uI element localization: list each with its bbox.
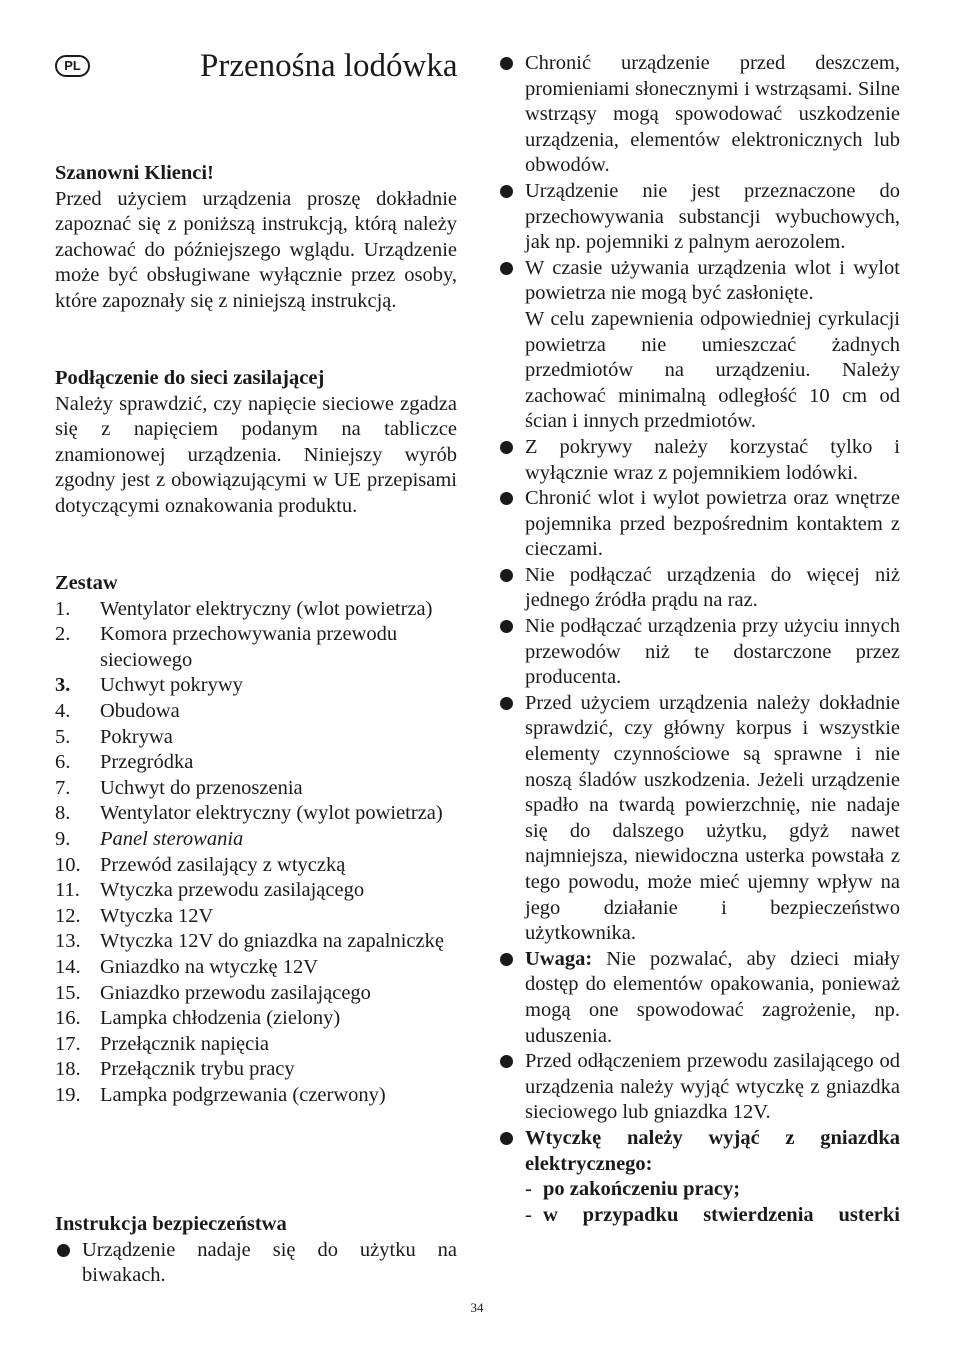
item-number: 11. <box>55 879 80 902</box>
item-number: 6. <box>55 751 71 774</box>
list-item <box>498 435 900 486</box>
list-item <box>55 929 457 955</box>
item-number: 15. <box>55 981 81 1004</box>
list-item <box>55 622 457 673</box>
bullet-icon <box>500 1055 513 1068</box>
power-text: Należy sprawdzić, czy napięcie sieciowe zgadza się z napięciem podanym na tabliczce znamionowej urządzenia. Niniejszy wyrób zgodny jest z obowiązującymi w UE przepisami dotyczącymi oznakowania produktu. <box>55 392 457 517</box>
item-number: 13. <box>55 930 81 953</box>
page-number: 34 <box>470 1300 484 1315</box>
unplug-item-text: w przypadku stwierdzenia usterki <box>543 1203 900 1226</box>
safety-heading: Instrukcja bezpieczeństwa <box>55 1213 287 1235</box>
parts-list <box>55 597 457 1109</box>
intro-heading: Szanowni Klienci! <box>55 162 214 184</box>
item-text: Wtyczka przewodu zasilającego <box>100 879 365 902</box>
item-text: Uchwyt pokrywy <box>100 674 243 697</box>
intro-text: Przed użyciem urządzenia proszę dokładnie zapoznać się z poniższą instrukcją, którą należy zachować do późniejszego wglądu. Urządzenie może być obsługiwane wyłącznie przez osoby, które zapoznały się z niniejszą instrukcją. <box>55 187 457 312</box>
dash: - <box>525 1178 532 1201</box>
list-item <box>55 1006 457 1032</box>
list-item <box>55 776 457 802</box>
item-text: Wtyczka 12V do gniazdka na zapalniczkę <box>100 930 444 953</box>
item-text: Pokrywa <box>100 725 173 748</box>
unplug-item-text: po zakończeniu pracy; <box>543 1178 741 1201</box>
list-item <box>498 256 900 435</box>
bullet-icon <box>500 492 513 505</box>
item-text: Lampka chłodzenia (zielony) <box>100 1007 341 1030</box>
item-number: 16. <box>55 1007 81 1030</box>
item-number: 18. <box>55 1058 81 1081</box>
warning-label: Uwaga: <box>525 947 593 970</box>
list-item <box>55 725 457 751</box>
item-number: 14. <box>55 955 81 978</box>
bullet-text: Nie podłączać urządzenia przy użyciu innych przewodów niż te dostarczone przez producenta. <box>525 615 900 689</box>
list-item <box>55 699 457 725</box>
item-number: 12. <box>55 904 81 927</box>
list-item <box>55 878 457 904</box>
bullet-icon <box>500 441 513 454</box>
list-item <box>55 981 457 1007</box>
item-number: 9. <box>55 827 71 850</box>
item-number: 10. <box>55 853 81 876</box>
bullet-text: Urządzenie nie jest przeznaczone do przechowywania substancji wybuchowych, jak np. pojemniki z palnym aerozolem. <box>525 179 900 254</box>
power-heading: Podłączenie do sieci zasilającej <box>55 367 325 389</box>
item-text: Uchwyt do przenoszenia <box>100 776 303 799</box>
list-item <box>498 179 900 256</box>
item-text: Gniazdko na wtyczkę 12V <box>100 955 319 978</box>
intro-section <box>55 161 457 315</box>
bullet-text: Z pokrywy należy korzystać tylko i wyłącznie wraz z pojemnikiem lodówki. <box>525 435 900 484</box>
bullet-icon <box>500 57 513 70</box>
bullet-text-continued: W celu zapewnienia odpowiedniej cyrkulacji powietrza nie umieszczać żadnych przedmiotów na urządzeniu. Należy zachować minimalną odległość 10 cm od ścian i innych przedmiotów. <box>525 307 900 433</box>
bullet-icon <box>500 185 513 198</box>
bullet-icon <box>500 953 513 966</box>
bullet-text: Chronić wlot i wylot powietrza oraz wnętrze pojemnika przed bezpośrednim kontaktem z cieczami. <box>525 487 900 561</box>
safety-list <box>498 51 900 1228</box>
item-text: Gniazdko przewodu zasilającego <box>100 981 371 1004</box>
list-item <box>498 947 900 1049</box>
item-number: 1. <box>55 597 71 620</box>
list-item <box>498 614 900 691</box>
list-item <box>498 51 900 179</box>
unplug-heading: Wtyczkę należy wyjąć z gniazdka elektrycznego: <box>525 1126 900 1175</box>
list-item <box>55 1238 457 1289</box>
unplug-item <box>525 1203 900 1229</box>
language-badge: PL <box>55 55 90 77</box>
bullet-icon <box>500 1132 513 1145</box>
list-item <box>55 904 457 930</box>
item-text: Wentylator elektryczny (wylot powietrza) <box>100 802 443 825</box>
item-number: 17. <box>55 1032 81 1055</box>
list-item <box>55 597 457 623</box>
unplug-item <box>525 1177 900 1203</box>
list-item <box>55 853 457 879</box>
bullet-text: Przed odłączeniem przewodu zasilającego od urządzenia należy wyjąć wtyczkę z gniazdka sieciowego lub gniazdka 12V. <box>525 1050 900 1124</box>
bullet-text: Nie pozwalać, aby dzieci miały dostęp do elementów opakowania, ponieważ mogą one spowodować zagrożenie, np. uduszenia. <box>525 947 900 1047</box>
bullet-text: Chronić urządzenie przed deszczem, promieniami słonecznymi i wstrząsami. Silne wstrząsy mogą spowodować uszkodzenie urządzenia, elementów elektronicznych lub obwodów. <box>525 52 900 177</box>
list-item <box>498 1049 900 1126</box>
item-text: Przełącznik napięcia <box>100 1032 270 1055</box>
item-number: 8. <box>55 802 71 825</box>
bullet-text: Nie podłączać urządzenia do więcej niż jednego źródła prądu na raz. <box>525 563 900 612</box>
safety-list-start <box>55 1238 457 1289</box>
list-item <box>498 691 900 947</box>
list-item <box>55 1032 457 1058</box>
list-item <box>498 1126 900 1228</box>
list-item <box>55 827 457 853</box>
item-text: Lampka podgrzewania (czerwony) <box>100 1083 386 1106</box>
list-item <box>55 673 457 699</box>
item-number: 5. <box>55 725 71 748</box>
item-text: Wtyczka 12V <box>100 904 214 927</box>
item-number: 3. <box>55 674 71 697</box>
bullet-icon <box>57 1244 70 1257</box>
item-number: 19. <box>55 1083 81 1106</box>
bullet-icon <box>500 262 513 275</box>
page-title: Przenośna lodówka <box>200 48 458 84</box>
list-item <box>498 563 900 614</box>
item-text: Przełącznik trybu pracy <box>100 1058 295 1081</box>
bullet-icon <box>500 697 513 710</box>
bullet-text: Urządzenie nadaje się do użytku na biwakach. <box>82 1238 457 1287</box>
safety-continued <box>498 51 900 1228</box>
list-item <box>498 486 900 563</box>
safety-section <box>55 1212 457 1289</box>
list-item <box>55 801 457 827</box>
set-section <box>55 571 457 1108</box>
list-item <box>55 1083 457 1109</box>
item-text: Obudowa <box>100 699 180 722</box>
bullet-icon <box>500 620 513 633</box>
list-item <box>55 750 457 776</box>
item-number: 2. <box>55 623 71 646</box>
power-section <box>55 366 457 520</box>
item-number: 4. <box>55 699 71 722</box>
item-text: Panel sterowania <box>100 827 244 850</box>
bullet-icon <box>500 569 513 582</box>
bullet-text: Przed użyciem urządzenia należy dokładnie sprawdzić, czy główny korpus i wszystkie elementy czynnościowe są sprawne i nie noszą śladów uszkodzenia. Jeżeli urządzenie spadło na twardą powierzchnię, nie nadaje się do dalszego użytku, gdyż nawet najmniejsza, niewidoczna usterka powstała z tego powodu, może mieć ujemny wpływ na jego działanie i bezpieczeństwo użytkownika. <box>525 691 900 945</box>
dash: - <box>525 1203 532 1226</box>
bullet-text: W czasie używania urządzenia wlot i wylot powietrza nie mogą być zasłonięte. <box>525 256 900 305</box>
item-text: Wentylator elektryczny (wlot powietrza) <box>100 597 433 620</box>
list-item <box>55 955 457 981</box>
item-text: Komora przechowywania przewodu sieciowego <box>100 623 398 671</box>
list-item <box>55 1057 457 1083</box>
item-number: 7. <box>55 776 71 799</box>
set-heading: Zestaw <box>55 572 118 594</box>
item-text: Przewód zasilający z wtyczką <box>100 853 346 876</box>
item-text: Przegródka <box>100 751 194 774</box>
